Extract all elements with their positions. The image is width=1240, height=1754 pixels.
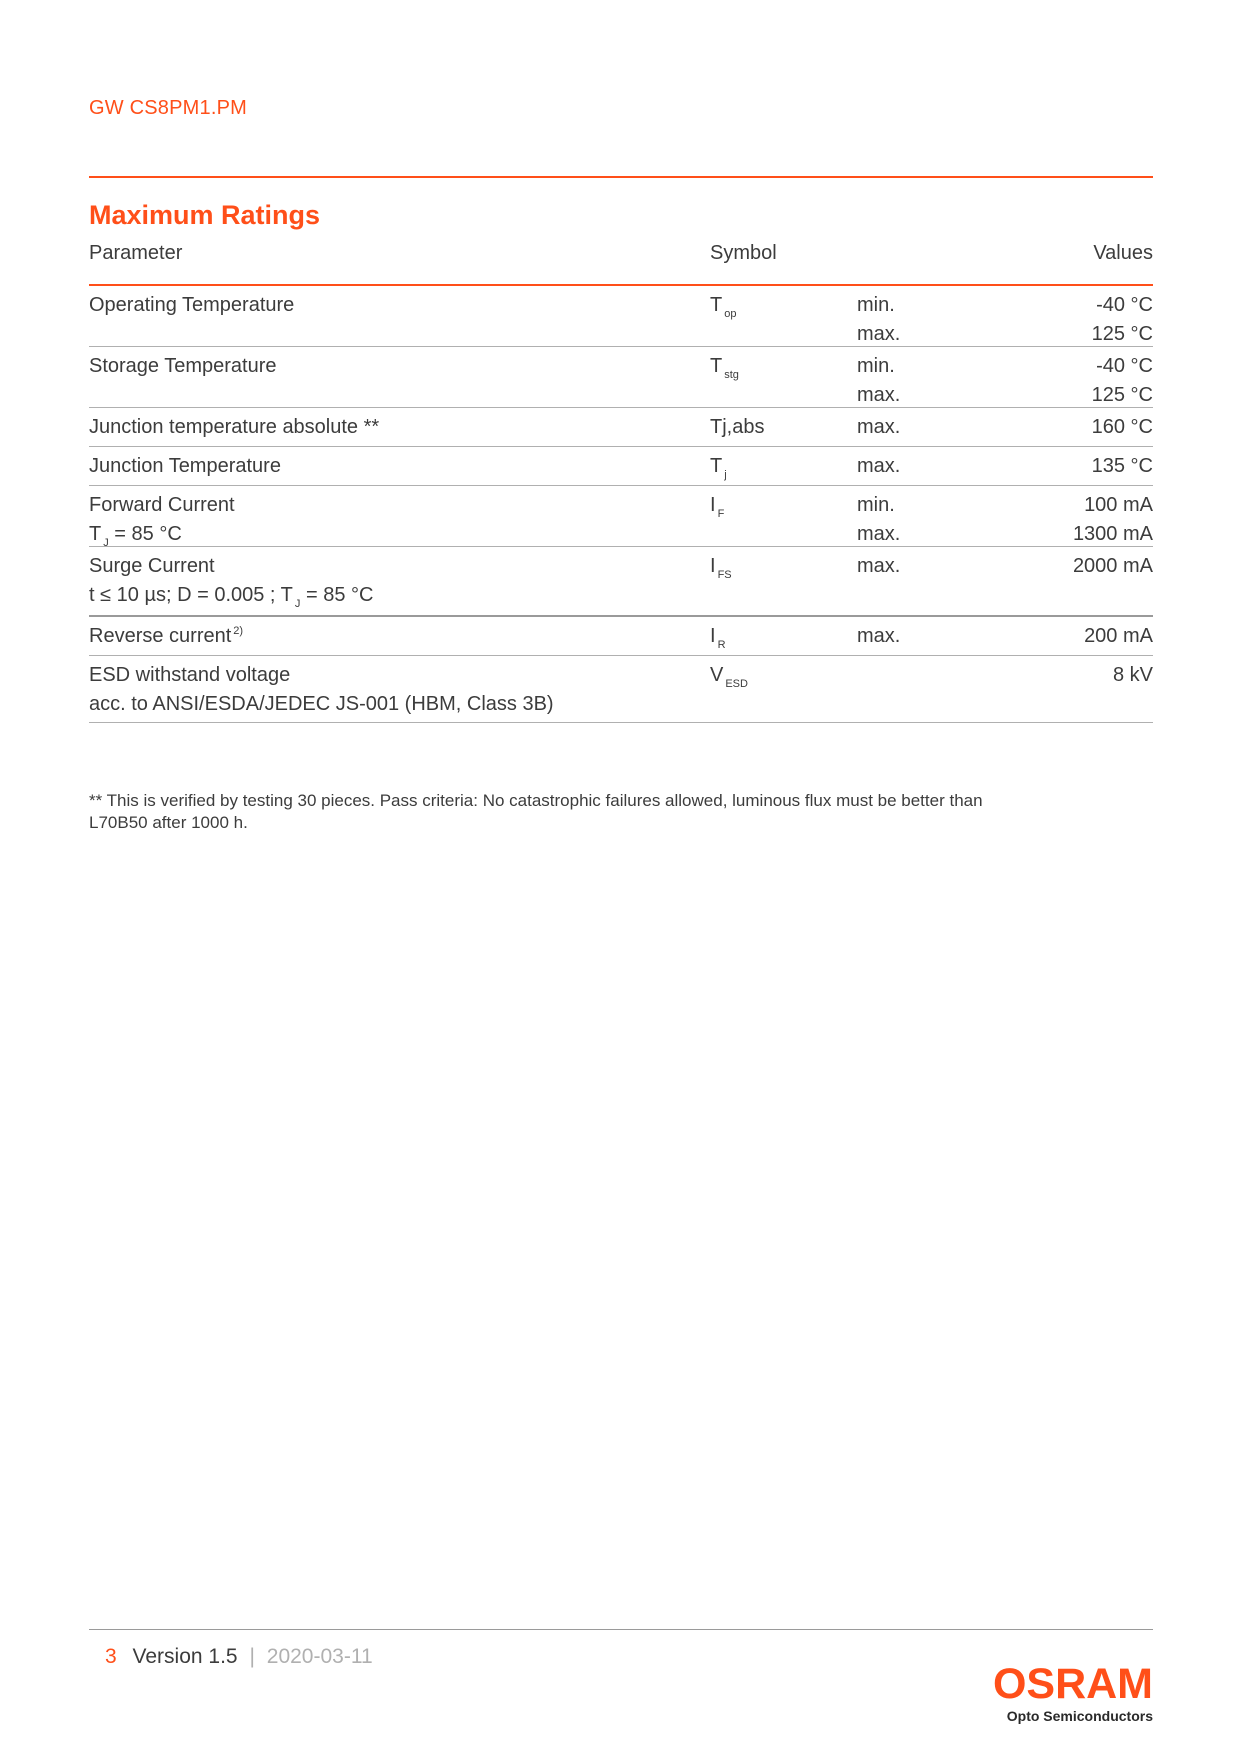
row-symbol: I $_{FS}$	[710, 555, 732, 581]
row-limit: min.	[857, 494, 895, 516]
page-footer	[105, 1645, 373, 1669]
row-value: 135 °C	[1091, 455, 1153, 477]
row-parameter: ESD withstand voltage	[89, 664, 291, 686]
product-name: GW CS8PM1.PM	[89, 97, 247, 119]
row-value: -40 °C	[1096, 294, 1153, 316]
header-symbol: Symbol	[710, 242, 777, 264]
row-symbol: V $_{ESD}$	[710, 664, 748, 690]
row-value: -40 °C	[1096, 355, 1153, 377]
row-value: 100 mA	[1084, 494, 1153, 516]
table-row	[89, 286, 1153, 347]
release-date: 2020-03-11	[266, 1645, 373, 1668]
row-value: 8 kV	[1112, 664, 1153, 686]
row-condition: acc. to ANSI/ESDA/JEDEC JS-001 (HBM, Class 3B)	[89, 693, 554, 715]
row-symbol: I $_R$	[710, 625, 726, 651]
table-row	[89, 408, 1153, 447]
row-value: 125 °C	[1091, 384, 1153, 406]
row-value: 160 °C	[1091, 416, 1153, 438]
row-parameter: Reverse current $^{2)}$	[89, 625, 244, 647]
row-condition: t ≤ 10 µs; D = 0.005 ; T $_J$ = 85 °C	[89, 584, 374, 610]
footnote	[89, 790, 1153, 834]
table-row	[89, 617, 1153, 656]
row-symbol: T $_{op}$	[710, 294, 737, 320]
row-limit: min.	[857, 355, 895, 377]
row-symbol: Tj,abs	[710, 416, 765, 438]
row-parameter: Junction temperature absolute **	[89, 416, 380, 438]
table-row	[89, 656, 1153, 723]
version-label: Version 1.5	[132, 1645, 238, 1668]
row-value: 125 °C	[1091, 323, 1153, 345]
footer-divider	[89, 1629, 1153, 1630]
header-divider	[89, 176, 1153, 178]
row-parameter: Forward Current	[89, 494, 235, 516]
row-limit: max.	[857, 523, 901, 545]
row-limit: max.	[857, 384, 901, 406]
header-parameter: Parameter	[89, 242, 183, 264]
table-row	[89, 547, 1153, 617]
logo-wordmark: OSRAM	[992, 1660, 1153, 1708]
row-value: 1300 mA	[1072, 523, 1153, 545]
logo-subtitle: Opto Semiconductors	[1006, 1708, 1153, 1724]
row-parameter: Surge Current	[89, 555, 215, 577]
table-row	[89, 447, 1153, 486]
osram-logo	[993, 1662, 1153, 1724]
row-condition: T $_J$ = 85 °C	[89, 523, 182, 549]
table-header	[89, 238, 1153, 286]
row-limit: max.	[857, 555, 901, 577]
footer-separator: |	[249, 1645, 255, 1668]
row-limit: max.	[857, 455, 901, 477]
row-parameter: Operating Temperature	[89, 294, 295, 316]
row-parameter: Storage Temperature	[89, 355, 277, 377]
ratings-table	[89, 238, 1153, 723]
page-number: 3	[105, 1645, 117, 1668]
row-symbol: T $_{stg}$	[710, 355, 739, 381]
footnote-line: L70B50 after 1000 h.	[89, 813, 248, 832]
table-row	[89, 347, 1153, 408]
row-parameter: Junction Temperature	[89, 455, 281, 477]
header-values: Values	[1093, 242, 1153, 264]
row-limit: max.	[857, 416, 901, 438]
footnote-line: ** This is verified by testing 30 pieces. Pass criteria: No catastrophic failures allowed, luminous flux must be better than	[89, 791, 983, 810]
row-limit: max.	[857, 625, 901, 647]
row-symbol: I $_F$	[710, 494, 725, 520]
row-value: 2000 mA	[1072, 555, 1153, 577]
table-row	[89, 486, 1153, 547]
row-limit: min.	[857, 294, 895, 316]
row-value: 200 mA	[1084, 625, 1153, 647]
row-limit: max.	[857, 323, 901, 345]
row-symbol: T $_j$	[710, 455, 727, 481]
section-title: Maximum Ratings	[89, 200, 321, 230]
